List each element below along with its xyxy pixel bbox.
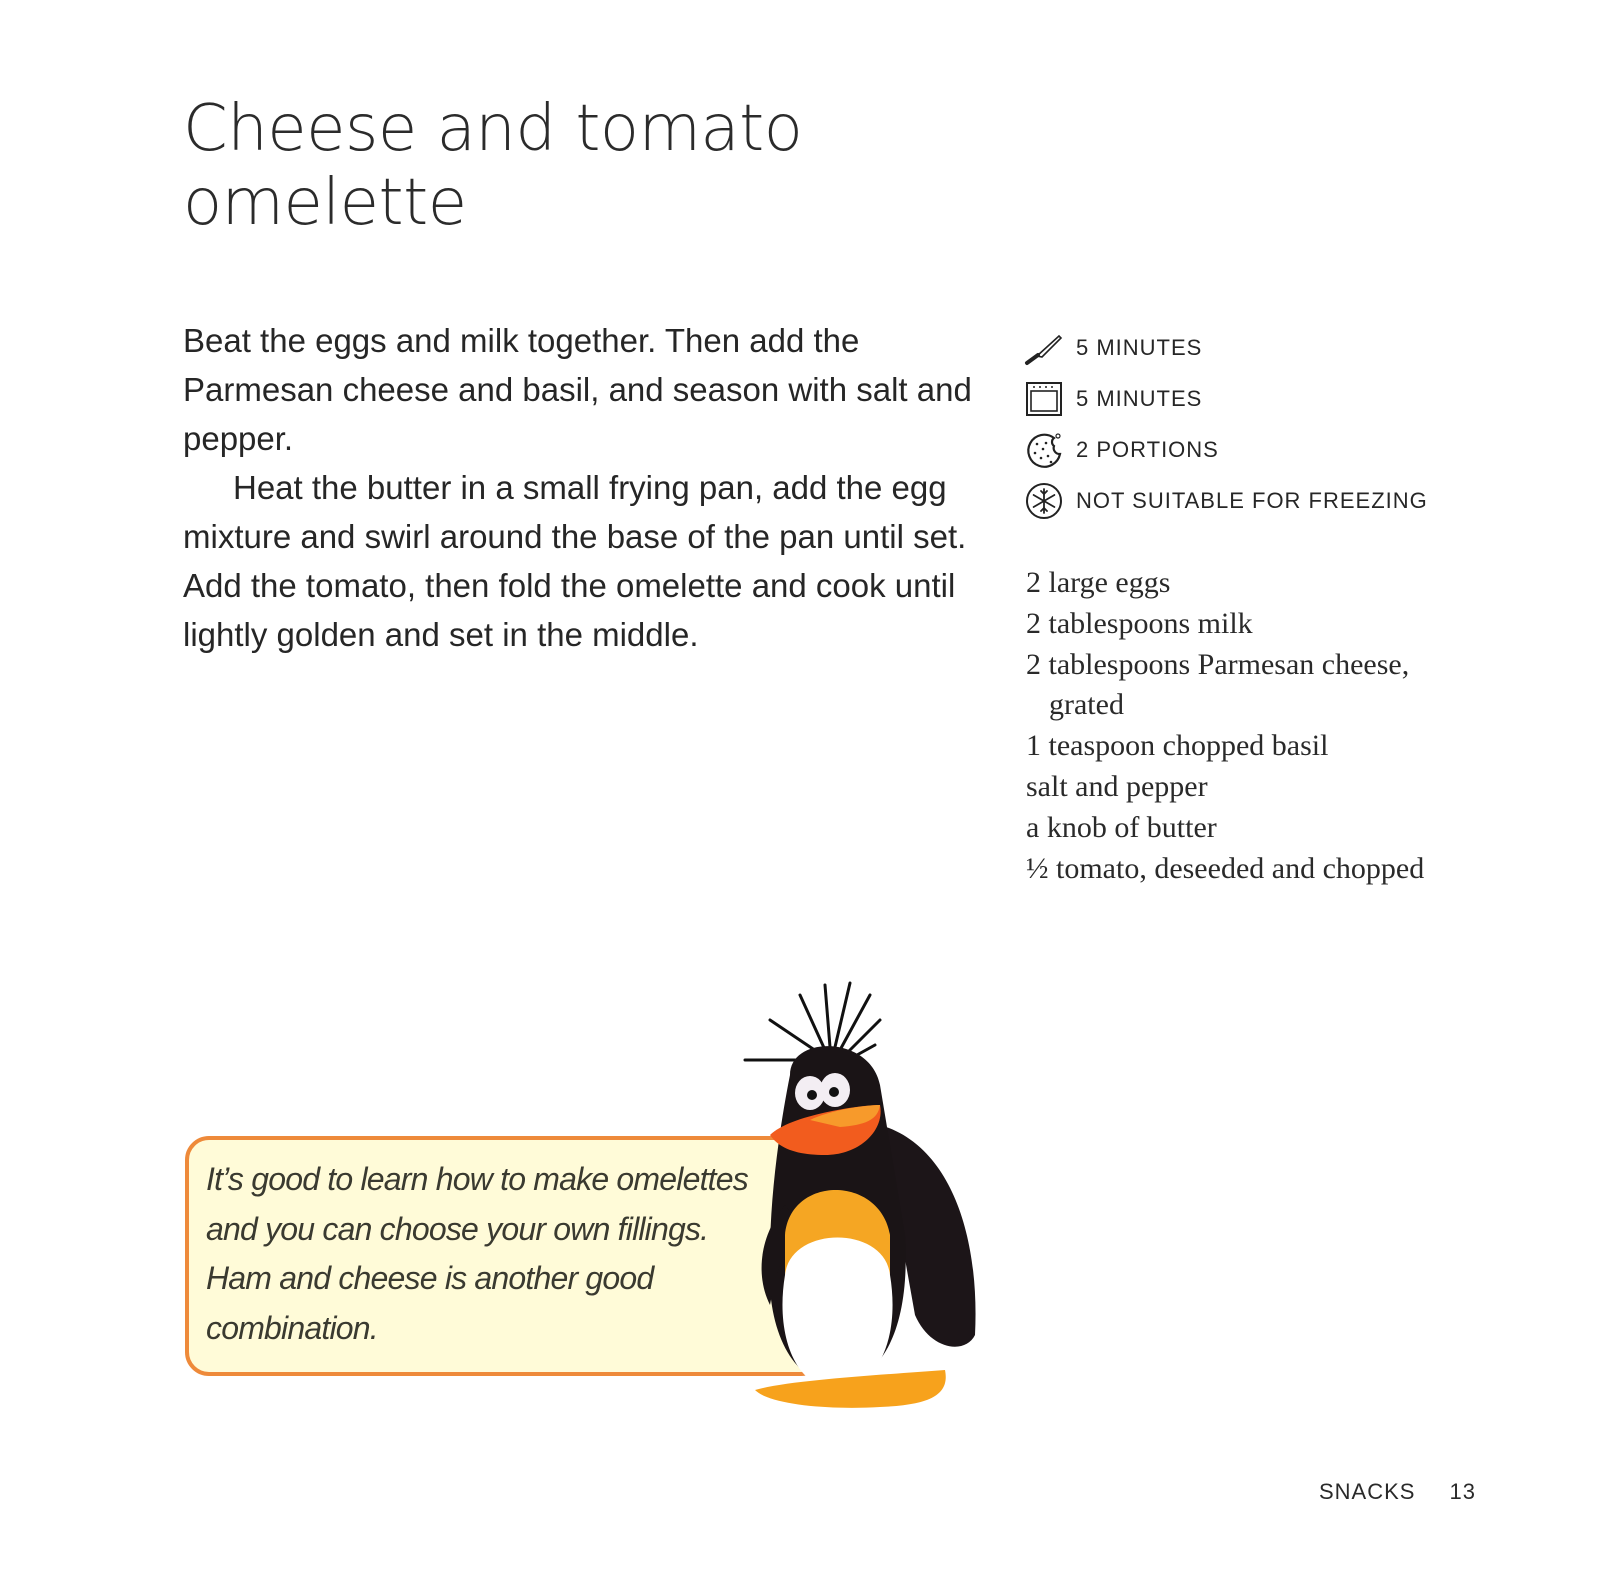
method-text bbox=[183, 316, 983, 659]
section-label: SNACKS bbox=[1319, 1479, 1416, 1504]
snowflake-icon bbox=[1024, 481, 1064, 521]
ingredient: salt and pepper bbox=[1026, 769, 1208, 803]
method-paragraph: Heat the butter in a small frying pan, add the egg mixture and swirl around the base of the pan until set. Add the tomato, then fold the omelette and cook until lightly golden and set in the middle. bbox=[183, 469, 967, 653]
ingredient: ½ tomato, deseeded and chopped bbox=[1026, 851, 1425, 885]
recipe-info-list bbox=[1024, 322, 1428, 526]
penguin-illustration bbox=[730, 975, 1000, 1425]
cook-time bbox=[1024, 373, 1428, 424]
info-text: NOT SUITABLE FOR FREEZING bbox=[1076, 487, 1428, 513]
portions bbox=[1024, 424, 1428, 475]
page-number: 13 bbox=[1449, 1479, 1476, 1504]
ingredient: 2 tablespoons Parmesan cheese, grated bbox=[1026, 647, 1410, 722]
knife-icon bbox=[1024, 328, 1064, 368]
ingredients-list bbox=[1026, 563, 1429, 889]
info-text: 2 PORTIONS bbox=[1076, 436, 1219, 462]
prep-time bbox=[1024, 322, 1428, 373]
cookie-icon bbox=[1024, 430, 1064, 470]
ingredient: 2 large eggs bbox=[1026, 566, 1171, 599]
page-footer bbox=[1319, 1479, 1476, 1505]
title-line-2: omelette bbox=[183, 166, 467, 240]
method-paragraph: Beat the eggs and milk together. Then add the Parmesan cheese and basil, and season with salt and pepper. bbox=[183, 322, 972, 457]
info-text: 5 MINUTES bbox=[1076, 334, 1203, 360]
freezing-info bbox=[1024, 475, 1428, 526]
title-line-1: Cheese and tomato bbox=[183, 92, 803, 166]
ingredient: 2 tablespoons milk bbox=[1026, 606, 1253, 640]
oven-icon bbox=[1024, 379, 1064, 419]
tip-text: It’s good to learn how to make omelettes and you can choose your own fillings. Ham and cheese is another good combination. bbox=[206, 1161, 748, 1346]
ingredient: a knob of butter bbox=[1026, 810, 1217, 844]
ingredient: 1 teaspoon chopped basil bbox=[1026, 729, 1329, 763]
page-title bbox=[183, 92, 802, 240]
info-text: 5 MINUTES bbox=[1076, 385, 1203, 411]
